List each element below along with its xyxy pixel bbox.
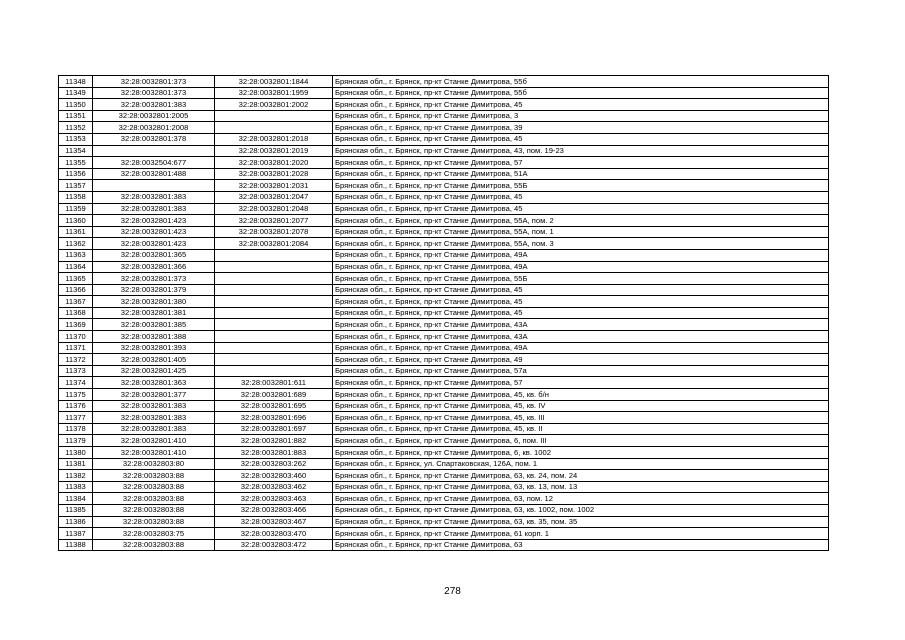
table-row: [59, 238, 829, 250]
object-cadastral-number-cell: 32:28:0032803:466: [215, 504, 333, 516]
parcel-cadastral-number-cell: [93, 180, 215, 192]
address-cell: Брянская обл., г. Брянск, пр-кт Станке Димитрова, 55б: [333, 76, 829, 88]
table-row: [59, 273, 829, 285]
object-cadastral-number-cell: 32:28:0032801:1844: [215, 76, 333, 88]
table-row: [59, 168, 829, 180]
parcel-cadastral-number-cell: 32:28:0032803:88: [93, 470, 215, 482]
record-number-cell: 11379: [59, 435, 93, 447]
parcel-cadastral-number-cell: 32:28:0032801:423: [93, 215, 215, 227]
record-number-cell: 11385: [59, 504, 93, 516]
parcel-cadastral-number-cell: 32:28:0032801:366: [93, 261, 215, 273]
table-row: [59, 261, 829, 273]
table-row: [59, 539, 829, 551]
address-cell: Брянская обл., г. Брянск, пр-кт Станке Димитрова, 45: [333, 203, 829, 215]
parcel-cadastral-number-cell: 32:28:0032801:405: [93, 354, 215, 366]
table-row: [59, 319, 829, 331]
record-number-cell: 11375: [59, 389, 93, 401]
parcel-cadastral-number-cell: 32:28:0032504:677: [93, 157, 215, 169]
address-cell: Брянская обл., г. Брянск, пр-кт Станке Димитрова, 55б: [333, 87, 829, 99]
address-cell: Брянская обл., г. Брянск, пр-кт Станке Димитрова, 55Б: [333, 180, 829, 192]
address-cell: Брянская обл., г. Брянск, пр-кт Станке Димитрова, 63: [333, 539, 829, 551]
parcel-cadastral-number-cell: 32:28:0032801:383: [93, 203, 215, 215]
record-number-cell: 11369: [59, 319, 93, 331]
object-cadastral-number-cell: 32:28:0032801:2020: [215, 157, 333, 169]
object-cadastral-number-cell: [215, 342, 333, 354]
record-number-cell: 11355: [59, 157, 93, 169]
parcel-cadastral-number-cell: 32:28:0032801:373: [93, 87, 215, 99]
address-cell: Брянская обл., г. Брянск, пр-кт Станке Димитрова, 3: [333, 110, 829, 122]
table-row: [59, 180, 829, 192]
parcel-cadastral-number-cell: 32:28:0032801:2008: [93, 122, 215, 134]
record-number-cell: 11367: [59, 296, 93, 308]
address-cell: Брянская обл., г. Брянск, пр-кт Станке Димитрова, 6, кв. 1002: [333, 447, 829, 459]
object-cadastral-number-cell: 32:28:0032801:696: [215, 412, 333, 424]
address-cell: Брянская обл., г. Брянск, пр-кт Станке Димитрова, 49: [333, 354, 829, 366]
object-cadastral-number-cell: [215, 354, 333, 366]
object-cadastral-number-cell: 32:28:0032801:697: [215, 423, 333, 435]
record-number-cell: 11384: [59, 493, 93, 505]
object-cadastral-number-cell: 32:28:0032801:689: [215, 389, 333, 401]
object-cadastral-number-cell: [215, 273, 333, 285]
parcel-cadastral-number-cell: 32:28:0032801:383: [93, 400, 215, 412]
address-cell: Брянская обл., г. Брянск, пр-кт Станке Димитрова, 45: [333, 133, 829, 145]
record-number-cell: 11387: [59, 528, 93, 540]
record-number-cell: 11348: [59, 76, 93, 88]
address-cell: Брянская обл., г. Брянск, ул. Спартаковская, 126А, пом. 1: [333, 458, 829, 470]
parcel-cadastral-number-cell: 32:28:0032801:380: [93, 296, 215, 308]
object-cadastral-number-cell: 32:28:0032801:2018: [215, 133, 333, 145]
table-row: [59, 226, 829, 238]
record-number-cell: 11383: [59, 481, 93, 493]
object-cadastral-number-cell: 32:28:0032801:2002: [215, 99, 333, 111]
parcel-cadastral-number-cell: 32:28:0032801:2005: [93, 110, 215, 122]
record-number-cell: 11353: [59, 133, 93, 145]
table-row: [59, 122, 829, 134]
address-cell: Брянская обл., г. Брянск, пр-кт Станке Димитрова, 45, кв. III: [333, 412, 829, 424]
address-cell: Брянская обл., г. Брянск, пр-кт Станке Димитрова, 49А: [333, 342, 829, 354]
address-cell: Брянская обл., г. Брянск, пр-кт Станке Димитрова, 45: [333, 191, 829, 203]
record-number-cell: 11362: [59, 238, 93, 250]
parcel-cadastral-number-cell: 32:28:0032801:410: [93, 447, 215, 459]
parcel-cadastral-number-cell: 32:28:0032801:363: [93, 377, 215, 389]
parcel-cadastral-number-cell: 32:28:0032801:488: [93, 168, 215, 180]
object-cadastral-number-cell: [215, 307, 333, 319]
parcel-cadastral-number-cell: 32:28:0032801:378: [93, 133, 215, 145]
parcel-cadastral-number-cell: 32:28:0032801:425: [93, 365, 215, 377]
table-row: [59, 365, 829, 377]
record-number-cell: 11350: [59, 99, 93, 111]
object-cadastral-number-cell: [215, 110, 333, 122]
table-row: [59, 447, 829, 459]
address-cell: Брянская обл., г. Брянск, пр-кт Станке Димитрова, 55А, пом. 3: [333, 238, 829, 250]
parcel-cadastral-number-cell: 32:28:0032801:383: [93, 412, 215, 424]
record-number-cell: 11373: [59, 365, 93, 377]
address-cell: Брянская обл., г. Брянск, пр-кт Станке Димитрова, 63, кв. 24, пом. 24: [333, 470, 829, 482]
record-number-cell: 11365: [59, 273, 93, 285]
table-row: [59, 412, 829, 424]
record-number-cell: 11349: [59, 87, 93, 99]
parcel-cadastral-number-cell: 32:28:0032801:383: [93, 99, 215, 111]
table-row: [59, 249, 829, 261]
object-cadastral-number-cell: [215, 122, 333, 134]
record-number-cell: 11370: [59, 331, 93, 343]
parcel-cadastral-number-cell: 32:28:0032803:88: [93, 504, 215, 516]
table-row: [59, 354, 829, 366]
object-cadastral-number-cell: 32:28:0032803:262: [215, 458, 333, 470]
object-cadastral-number-cell: [215, 365, 333, 377]
table-row: [59, 423, 829, 435]
object-cadastral-number-cell: 32:28:0032803:467: [215, 516, 333, 528]
address-cell: Брянская обл., г. Брянск, пр-кт Станке Димитрова, 45: [333, 284, 829, 296]
record-number-cell: 11371: [59, 342, 93, 354]
address-cell: Брянская обл., г. Брянск, пр-кт Станке Димитрова, 45: [333, 99, 829, 111]
record-number-cell: 11377: [59, 412, 93, 424]
object-cadastral-number-cell: 32:28:0032803:470: [215, 528, 333, 540]
table-row: [59, 377, 829, 389]
table-row: [59, 470, 829, 482]
table-row: [59, 157, 829, 169]
object-cadastral-number-cell: 32:28:0032801:2077: [215, 215, 333, 227]
address-cell: Брянская обл., г. Брянск, пр-кт Станке Димитрова, 55А, пом. 2: [333, 215, 829, 227]
record-number-cell: 11378: [59, 423, 93, 435]
object-cadastral-number-cell: 32:28:0032801:611: [215, 377, 333, 389]
table-row: [59, 516, 829, 528]
address-cell: Брянская обл., г. Брянск, пр-кт Станке Димитрова, 45, кв. IV: [333, 400, 829, 412]
address-cell: Брянская обл., г. Брянск, пр-кт Станке Димитрова, 49А: [333, 261, 829, 273]
parcel-cadastral-number-cell: 32:28:0032801:373: [93, 273, 215, 285]
parcel-cadastral-number-cell: 32:28:0032801:381: [93, 307, 215, 319]
object-cadastral-number-cell: 32:28:0032801:2028: [215, 168, 333, 180]
parcel-cadastral-number-cell: 32:28:0032803:88: [93, 493, 215, 505]
object-cadastral-number-cell: [215, 331, 333, 343]
table-row: [59, 133, 829, 145]
object-cadastral-number-cell: [215, 284, 333, 296]
parcel-cadastral-number-cell: 32:28:0032801:393: [93, 342, 215, 354]
table-row: [59, 481, 829, 493]
address-cell: Брянская обл., г. Брянск, пр-кт Станке Димитрова, 45: [333, 307, 829, 319]
record-number-cell: 11354: [59, 145, 93, 157]
address-cell: Брянская обл., г. Брянск, пр-кт Станке Димитрова, 43А: [333, 331, 829, 343]
parcel-cadastral-number-cell: 32:28:0032801:423: [93, 226, 215, 238]
parcel-cadastral-number-cell: 32:28:0032803:88: [93, 516, 215, 528]
table-row: [59, 331, 829, 343]
address-cell: Брянская обл., г. Брянск, пр-кт Станке Димитрова, 63, кв. 1002, пом. 1002: [333, 504, 829, 516]
record-number-cell: 11363: [59, 249, 93, 261]
object-cadastral-number-cell: 32:28:0032801:695: [215, 400, 333, 412]
record-number-cell: 11376: [59, 400, 93, 412]
record-number-cell: 11364: [59, 261, 93, 273]
record-number-cell: 11372: [59, 354, 93, 366]
address-cell: Брянская обл., г. Брянск, пр-кт Станке Димитрова, 39: [333, 122, 829, 134]
object-cadastral-number-cell: 32:28:0032801:2078: [215, 226, 333, 238]
address-cell: Брянская обл., г. Брянск, пр-кт Станке Димитрова, 55Б: [333, 273, 829, 285]
record-number-cell: 11360: [59, 215, 93, 227]
record-number-cell: 11388: [59, 539, 93, 551]
parcel-cadastral-number-cell: 32:28:0032801:388: [93, 331, 215, 343]
record-number-cell: 11357: [59, 180, 93, 192]
object-cadastral-number-cell: 32:28:0032803:463: [215, 493, 333, 505]
address-cell: Брянская обл., г. Брянск, пр-кт Станке Димитрова, 57: [333, 157, 829, 169]
address-cell: Брянская обл., г. Брянск, пр-кт Станке Димитрова, 43, пом. 19-23: [333, 145, 829, 157]
table-row: [59, 191, 829, 203]
address-cell: Брянская обл., г. Брянск, пр-кт Станке Димитрова, 63, пом. 12: [333, 493, 829, 505]
cadastral-table-body: [59, 76, 829, 551]
object-cadastral-number-cell: 32:28:0032801:1959: [215, 87, 333, 99]
address-cell: Брянская обл., г. Брянск, пр-кт Станке Димитрова, 63, кв. 35, пом. 35: [333, 516, 829, 528]
record-number-cell: 11374: [59, 377, 93, 389]
parcel-cadastral-number-cell: 32:28:0032801:379: [93, 284, 215, 296]
record-number-cell: 11366: [59, 284, 93, 296]
table-row: [59, 110, 829, 122]
table-row: [59, 435, 829, 447]
parcel-cadastral-number-cell: [93, 145, 215, 157]
parcel-cadastral-number-cell: 32:28:0032801:373: [93, 76, 215, 88]
table-row: [59, 307, 829, 319]
address-cell: Брянская обл., г. Брянск, пр-кт Станке Димитрова, 6, пом. III: [333, 435, 829, 447]
parcel-cadastral-number-cell: 32:28:0032801:377: [93, 389, 215, 401]
address-cell: Брянская обл., г. Брянск, пр-кт Станке Димитрова, 45, кв. II: [333, 423, 829, 435]
object-cadastral-number-cell: 32:28:0032801:2047: [215, 191, 333, 203]
table-row: [59, 389, 829, 401]
table-row: [59, 76, 829, 88]
record-number-cell: 11352: [59, 122, 93, 134]
object-cadastral-number-cell: [215, 319, 333, 331]
table-row: [59, 87, 829, 99]
table-row: [59, 203, 829, 215]
table-row: [59, 342, 829, 354]
address-cell: Брянская обл., г. Брянск, пр-кт Станке Димитрова, 43А: [333, 319, 829, 331]
object-cadastral-number-cell: 32:28:0032801:2031: [215, 180, 333, 192]
address-cell: Брянская обл., г. Брянск, пр-кт Станке Димитрова, 63, кв. 13, пом. 13: [333, 481, 829, 493]
address-cell: Брянская обл., г. Брянск, пр-кт Станке Димитрова, 49А: [333, 249, 829, 261]
record-number-cell: 11358: [59, 191, 93, 203]
cadastral-table: [58, 75, 829, 551]
record-number-cell: 11380: [59, 447, 93, 459]
table-row: [59, 284, 829, 296]
object-cadastral-number-cell: 32:28:0032801:883: [215, 447, 333, 459]
object-cadastral-number-cell: 32:28:0032803:462: [215, 481, 333, 493]
address-cell: Брянская обл., г. Брянск, пр-кт Станке Димитрова, 51А: [333, 168, 829, 180]
address-cell: Брянская обл., г. Брянск, пр-кт Станке Димитрова, 55А, пом. 1: [333, 226, 829, 238]
table-row: [59, 99, 829, 111]
record-number-cell: 11361: [59, 226, 93, 238]
record-number-cell: 11359: [59, 203, 93, 215]
table-row: [59, 504, 829, 516]
object-cadastral-number-cell: [215, 296, 333, 308]
record-number-cell: 11386: [59, 516, 93, 528]
record-number-cell: 11381: [59, 458, 93, 470]
object-cadastral-number-cell: 32:28:0032803:460: [215, 470, 333, 482]
table-row: [59, 215, 829, 227]
object-cadastral-number-cell: 32:28:0032801:2084: [215, 238, 333, 250]
parcel-cadastral-number-cell: 32:28:0032801:383: [93, 191, 215, 203]
parcel-cadastral-number-cell: 32:28:0032803:80: [93, 458, 215, 470]
object-cadastral-number-cell: 32:28:0032801:2019: [215, 145, 333, 157]
object-cadastral-number-cell: 32:28:0032801:2048: [215, 203, 333, 215]
table-row: [59, 400, 829, 412]
parcel-cadastral-number-cell: 32:28:0032803:88: [93, 539, 215, 551]
table-row: [59, 493, 829, 505]
record-number-cell: 11382: [59, 470, 93, 482]
parcel-cadastral-number-cell: 32:28:0032801:383: [93, 423, 215, 435]
parcel-cadastral-number-cell: 32:28:0032803:75: [93, 528, 215, 540]
object-cadastral-number-cell: [215, 249, 333, 261]
object-cadastral-number-cell: [215, 261, 333, 273]
parcel-cadastral-number-cell: 32:28:0032801:423: [93, 238, 215, 250]
address-cell: Брянская обл., г. Брянск, пр-кт Станке Димитрова, 45, кв. б/н: [333, 389, 829, 401]
address-cell: Брянская обл., г. Брянск, пр-кт Станке Димитрова, 57а: [333, 365, 829, 377]
object-cadastral-number-cell: 32:28:0032803:472: [215, 539, 333, 551]
table-row: [59, 458, 829, 470]
table-row: [59, 145, 829, 157]
record-number-cell: 11351: [59, 110, 93, 122]
parcel-cadastral-number-cell: 32:28:0032801:365: [93, 249, 215, 261]
table-row: [59, 528, 829, 540]
parcel-cadastral-number-cell: 32:28:0032801:410: [93, 435, 215, 447]
table-row: [59, 296, 829, 308]
parcel-cadastral-number-cell: 32:28:0032803:88: [93, 481, 215, 493]
parcel-cadastral-number-cell: 32:28:0032801:385: [93, 319, 215, 331]
page-number: 278: [444, 586, 461, 597]
object-cadastral-number-cell: 32:28:0032801:882: [215, 435, 333, 447]
address-cell: Брянская обл., г. Брянск, пр-кт Станке Димитрова, 45: [333, 296, 829, 308]
address-cell: Брянская обл., г. Брянск, пр-кт Станке Димитрова, 61 корп. 1: [333, 528, 829, 540]
record-number-cell: 11356: [59, 168, 93, 180]
address-cell: Брянская обл., г. Брянск, пр-кт Станке Димитрова, 57: [333, 377, 829, 389]
record-number-cell: 11368: [59, 307, 93, 319]
